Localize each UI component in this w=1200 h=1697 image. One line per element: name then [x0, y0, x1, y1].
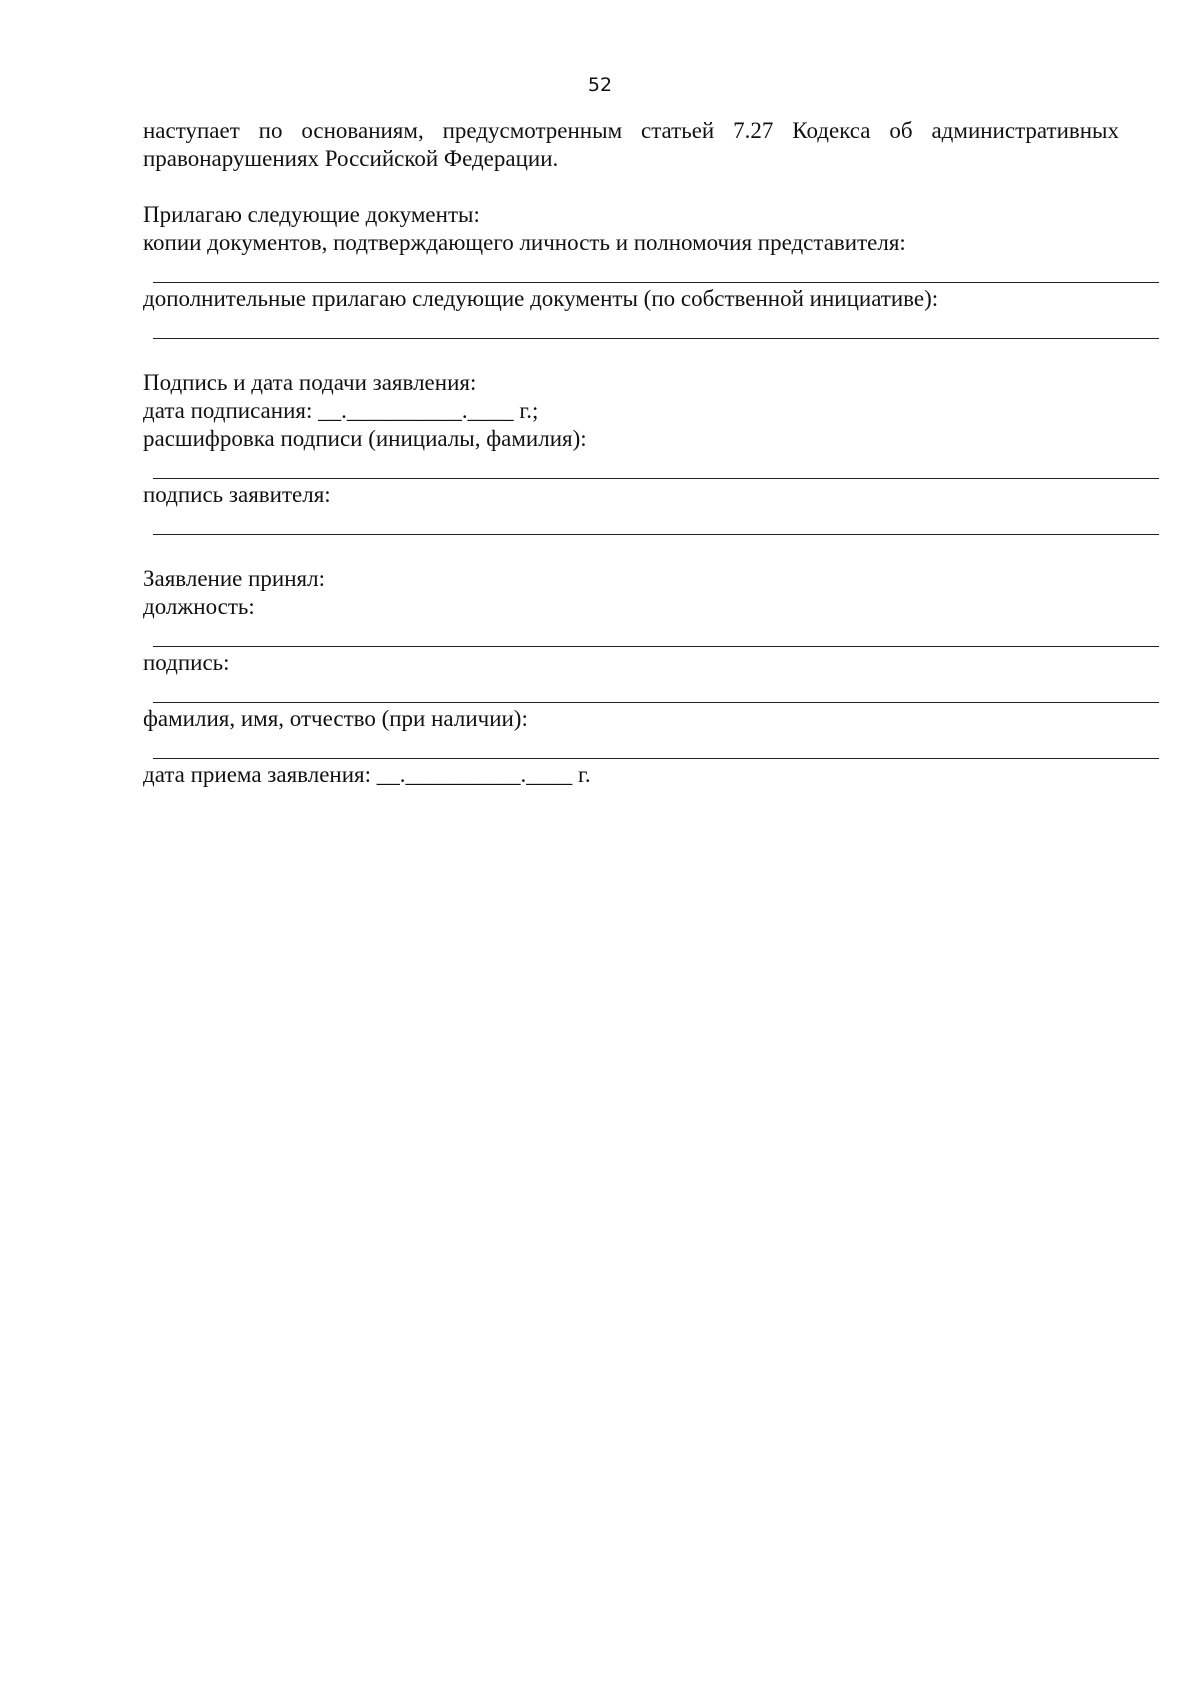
copies-label: копии документов, подтверждающего личность и полномочия представителя:: [143, 230, 906, 255]
acceptance-date-label: дата приема заявления: __.__________.____ г.: [143, 762, 591, 787]
signature-decode-label: расшифровка подписи (инициалы, фамилия):: [143, 426, 587, 451]
attachments-heading: Прилагаю следующие документы:: [143, 202, 480, 227]
applicant-signature-line: [153, 534, 1159, 535]
signature-heading: Подпись и дата подачи заявления:: [143, 370, 477, 395]
position-label: должность:: [143, 594, 255, 619]
additional-docs-line: [153, 338, 1159, 339]
intro-line-2: правонарушениях Российской Федерации.: [143, 146, 559, 171]
page-number: 52: [587, 74, 613, 96]
applicant-signature-label: подпись заявителя:: [143, 482, 331, 507]
signing-date-label: дата подписания: __.__________.____ г.;: [143, 398, 539, 423]
copies-line: [153, 282, 1159, 283]
full-name-label: фамилия, имя, отчество (при наличии):: [143, 706, 528, 731]
position-line: [153, 646, 1159, 647]
intro-line-1: наступает по основаниям, предусмотренным статьей 7.27 Кодекса об административных: [143, 118, 1119, 143]
full-name-line: [153, 758, 1159, 759]
acceptor-signature-line: [153, 702, 1159, 703]
acceptance-heading: Заявление принял:: [143, 566, 326, 591]
signature-decode-line: [153, 478, 1159, 479]
acceptor-signature-label: подпись:: [143, 650, 230, 675]
additional-docs-label: дополнительные прилагаю следующие документы (по собственной инициативе):: [143, 286, 939, 311]
